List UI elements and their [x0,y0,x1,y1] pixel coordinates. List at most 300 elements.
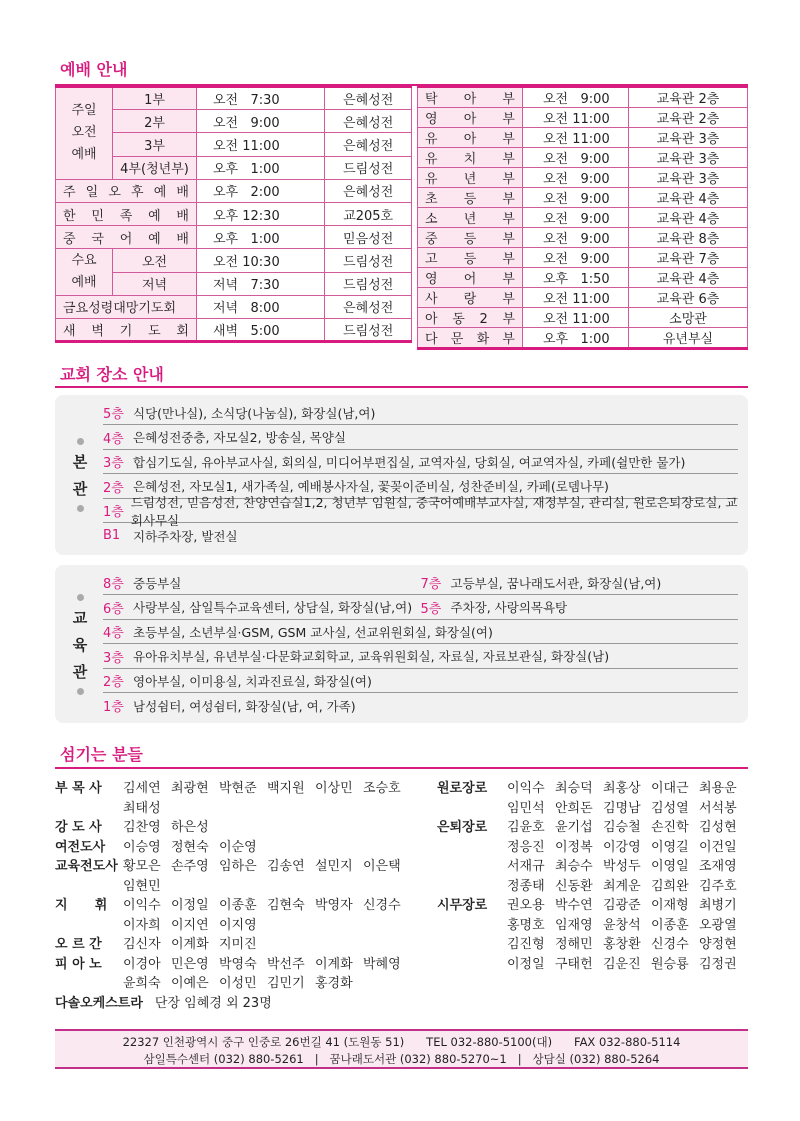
staff-role: 은퇴장로 [437,820,488,836]
department-label-text: 유 치 부 [425,152,515,167]
floor-rooms: 합심기도실, 유아부교사실, 회의실, 미디어부편집실, 교역자실, 당회실, 여교역자실, 카페(쉴만한 물가) [133,454,686,470]
service-place: 은혜성전 [325,295,412,318]
staff-name: 이영일 [651,859,689,875]
department-time: 오전 11:00 [523,128,629,148]
department-place: 교육관 6층 [629,288,748,308]
floor-rooms: 사랑부실, 삼일특수교육센터, 상담실, 화장실(남,여) [133,600,413,615]
service-time: 오전 10:30 [197,249,325,272]
table-row [418,268,748,288]
department-label-text: 고 등 부 [425,252,515,267]
floor-label: 8층 [103,577,124,592]
department-place: 교육관 7층 [629,248,748,268]
staff-name: 홍경화 [315,976,353,992]
building-label-char: 교 [72,608,88,627]
service-place: 은혜성전 [325,179,412,202]
service-time: 새벽 5:00 [197,318,325,341]
staff-name: 정종태 [507,878,545,894]
service-place: 은혜성전 [325,133,412,156]
staff-name: 임현민 [123,878,161,894]
service-label [56,318,197,341]
dot-icon [77,688,84,695]
floor-row [103,524,738,548]
staff-row [437,797,747,817]
service-place: 드림성전 [325,249,412,272]
divider [55,386,748,388]
floor-rooms: 주차장, 사랑의목욕탕 [450,600,568,615]
table-row [418,288,748,308]
staff-name: 황모은 [123,859,161,875]
department-time: 오전 9:00 [523,248,629,268]
staff-name: 권오용 [507,898,545,914]
floor-row [103,426,738,450]
department-place: 소망관 [629,308,748,328]
department-place: 교육관 8층 [629,228,748,248]
table-row [56,249,412,272]
service-time: 저녁 7:30 [197,272,325,295]
department-place: 유년부실 [629,328,748,349]
divider [55,767,748,769]
table-row [56,318,412,341]
staff-name: 김성현 [699,820,737,836]
staff-row [55,836,411,856]
floor-rooms: 중등부실 [133,575,182,591]
staff-name: 신동환 [555,878,593,894]
staff-name: 정해민 [555,937,593,953]
staff-row [55,875,411,895]
staff-name: 최태성 [123,800,161,816]
department-place: 교육관 2층 [629,108,748,128]
staff-list-right [437,777,747,972]
table-row [418,168,748,188]
building-label-char: 본 [72,453,88,471]
staff-name: 이순영 [219,839,257,855]
service-time: 오후 1:00 [197,226,325,249]
staff-row [55,855,411,875]
staff-name: 이지영 [219,917,257,933]
table-row [56,295,412,318]
service-time: 오후 12:30 [197,202,325,225]
floor-row [103,694,738,718]
staff-role: 원로장로 [437,781,488,797]
floor-label: 2층 [103,675,124,690]
staff-row [437,875,747,895]
staff-name: 김송연 [267,859,305,875]
department-time: 오후 1:00 [523,328,629,349]
department-label [418,208,523,228]
department-label [418,188,523,208]
footer-phones: 삼일특수센터 (032) 880-5261 | 꿈나래도서관 (032) 880-5270~1 | 상담실 (032) 880-5264 [143,1052,660,1066]
building-label-char: 관 [72,480,88,498]
staff-name: 임민석 [507,800,545,816]
facilities-section-title: 교회 장소 안내 [60,365,164,384]
department-label-text: 다 문 화 부 [425,332,515,347]
staff-name: 홍창환 [603,937,641,953]
staff-name: 안희돈 [555,800,593,816]
staff-role: 지 휘 [55,898,108,914]
floor-rooms: 초등부실, 소년부실·GSM, GSM 교사실, 선교위원회실, 화장실(여) [133,624,493,640]
staff-section-title: 섬기는 분들 [60,745,143,764]
staff-row [55,953,411,973]
department-label [418,288,523,308]
service-time: 오전 7:30 [197,87,325,110]
table-row [418,248,748,268]
department-label [418,308,523,328]
staff-role: 다솔오케스트라 [55,995,143,1011]
floor-rooms: 은혜성전, 자모실1, 새가족실, 예배봉사자실, 꽃꽂이준비실, 성찬준비실, 카페(로뎀나무) [133,479,609,494]
table-row [418,148,748,168]
floor-label: 3층 [103,650,124,666]
floor-rooms: 유아유치부실, 유년부실·다문화교회학교, 교육위원회실, 자료실, 자료보관실, 화장실(남) [133,649,610,664]
floor-half [103,573,421,592]
department-place: 교육관 4층 [629,208,748,228]
staff-name: 최승수 [555,859,593,875]
floor-row [103,494,738,528]
staff-name: 김세연 [123,781,161,797]
department-label [418,168,523,188]
service-place: 은혜성전 [325,110,412,133]
floor-row [103,669,738,693]
service-label [56,226,197,249]
department-place: 교육관 2층 [629,87,748,108]
service-label-text: 새 벽 기 도 회 [63,323,189,339]
floor-rooms: 남성쉼터, 여성쉼터, 화장실(남, 여, 가족) [133,698,356,714]
building-label [55,565,105,723]
staff-name: 민은영 [171,956,209,972]
department-time: 오전 9:00 [523,208,629,228]
department-place: 교육관 4층 [629,268,748,288]
department-label-text: 사 랑 부 [425,292,515,307]
staff-name: 이정복 [555,839,593,855]
staff-name: 홍명호 [507,917,545,933]
department-time: 오전 11:00 [523,308,629,328]
staff-name: 김성열 [651,800,689,816]
staff-name: 이건일 [699,839,737,855]
staff-name: 윤희숙 [123,976,161,992]
dot-icon [77,438,84,445]
staff-name: 이정일 [507,956,545,972]
staff-name: 박수연 [555,898,593,914]
staff-name: 이성민 [219,976,257,992]
staff-name: 이재형 [651,898,689,914]
staff-name: 서재규 [507,859,545,875]
staff-name: 이익수 [123,898,161,914]
department-time: 오전 11:00 [523,288,629,308]
staff-name: 백지원 [267,781,305,797]
service-sub-label: 1부 [113,87,197,110]
footer-contact [55,1029,748,1069]
staff-name: 최용운 [699,781,737,797]
staff-name: 이종훈 [219,898,257,914]
staff-name: 최병기 [699,898,737,914]
staff-name: 이종훈 [651,917,689,933]
service-place: 드림성전 [325,156,412,179]
staff-row [55,894,411,914]
staff-role: 교육전도사 [55,859,118,875]
building-label-char: 육 [72,635,88,654]
department-label [418,148,523,168]
department-label [418,128,523,148]
department-label [418,248,523,268]
staff-name: 서석봉 [699,800,737,816]
table-row [418,108,748,128]
staff-name: 이강영 [603,839,641,855]
floor-label: 5층 [103,407,124,422]
table-row [418,128,748,148]
footer-address: 22327 인천광역시 중구 인중로 26번길 41 (도원동 51) TEL 032-880-5100(대) FAX 032-880-5114 [122,1035,681,1049]
department-label [418,268,523,288]
staff-role: 시무장로 [437,898,488,914]
staff-name: 지미진 [219,937,257,953]
service-sub-label: 오전 [113,249,197,272]
floor-label: 1층 [103,505,124,520]
staff-row [437,953,747,973]
staff-name: 김정권 [699,956,737,972]
worship-table-main [55,85,412,343]
staff-name: 김운진 [603,956,641,972]
staff-name: 박영숙 [219,956,257,972]
floor-label: 2층 [103,480,124,496]
floor-rooms: 은혜성전중층, 자모실2, 방송실, 목양실 [133,430,346,445]
department-label [418,87,523,108]
service-time: 오전 9:00 [197,110,325,133]
table-row [418,87,748,108]
staff-row [55,992,411,1012]
table-row [418,188,748,208]
service-group-label: 주일 오전 예배 [56,87,113,180]
floor-rooms: 영아부실, 이미용실, 치과진료실, 화장실(여) [133,673,372,689]
staff-name: 최계운 [603,878,641,894]
staff-name: 김현숙 [267,898,305,914]
staff-name: 임하은 [219,859,257,875]
department-label-text: 탁 아 부 [425,92,515,107]
floor-label: 1층 [103,700,124,715]
education-building-box [55,565,748,723]
dot-icon [77,594,84,601]
staff-row [437,836,747,856]
department-time: 오전 11:00 [523,108,629,128]
department-time: 오전 9:00 [523,148,629,168]
service-place: 교205호 [325,202,412,225]
service-sub-label: 2부 [113,110,197,133]
worship-table-departments [417,85,748,350]
dot-icon [77,505,84,512]
department-label-text: 소 년 부 [425,212,515,227]
staff-name: 이계화 [171,937,209,953]
department-time: 오후 1:50 [523,268,629,288]
department-label-text: 초 등 부 [425,192,515,207]
service-label-text: 한 민 족 예 배 [63,208,189,224]
floor-row [103,401,738,425]
staff-name: 박혜영 [363,956,401,972]
service-place: 드림성전 [325,272,412,295]
table-row [418,328,748,349]
service-sub-label: 저녁 [113,272,197,295]
service-sub-label: 3부 [113,133,197,156]
service-time: 오전 11:00 [197,133,325,156]
service-time: 오후 2:00 [197,179,325,202]
worship-section-title: 예배 안내 [60,60,128,79]
staff-name: 박현준 [219,781,257,797]
staff-name: 김명남 [603,800,641,816]
staff-name: 김찬영 [123,820,161,836]
staff-name: 김신자 [123,937,161,953]
floor-label: 4층 [103,626,124,641]
service-label-text: 금요성령대망기도회 [63,301,177,317]
staff-name: 조승호 [363,781,401,797]
floor-row [103,450,738,474]
department-label [418,108,523,128]
staff-name: 신경수 [363,898,401,914]
staff-name: 김승철 [603,820,641,836]
staff-row [55,972,411,992]
staff-name: 손진학 [651,820,689,836]
staff-name: 오광열 [699,917,737,933]
staff-name: 조재영 [699,859,737,875]
service-group-label: 수요 예배 [56,249,113,295]
staff-name: 이은택 [363,859,401,875]
floor-rooms: 식당(만나실), 소식당(나눔실), 화장실(남,여) [133,405,376,421]
floor-label: 6층 [103,601,124,617]
department-place: 교육관 3층 [629,168,748,188]
department-time: 오전 9:00 [523,228,629,248]
staff-name: 김진형 [507,937,545,953]
staff-name: 이정일 [171,898,209,914]
department-time: 오전 9:00 [523,87,629,108]
floor-label: 7층 [420,577,442,592]
department-place: 교육관 4층 [629,188,748,208]
staff-name: 하은성 [171,820,209,836]
staff-row [437,933,747,953]
staff-row [437,855,747,875]
service-label-text: 주 일 오 후 예 배 [63,185,189,201]
staff-name: 박영자 [315,898,353,914]
service-label [56,202,197,225]
staff-name: 김주호 [699,878,737,894]
floor-half [421,598,739,617]
floor-label: 5층 [420,601,442,617]
staff-name: 설민지 [315,859,353,875]
floor-half [421,573,739,592]
staff-list-left [55,777,411,1011]
staff-name: 이승영 [123,839,161,855]
staff-name: 이예은 [171,976,209,992]
staff-name: 신경수 [651,937,689,953]
staff-name: 손주영 [171,859,209,875]
floor-row [103,645,738,669]
service-sub-label: 4부(청년부) [113,156,197,179]
floor-rooms: 지하주차장, 발전실 [133,528,238,544]
staff-name: 이계화 [315,956,353,972]
table-row [56,179,412,202]
staff-role: 오 르 간 [55,937,102,953]
staff-row [55,816,411,836]
staff-name: 김윤호 [507,820,545,836]
staff-role: 여전도사 [55,839,106,855]
staff-name: 이익수 [507,781,545,797]
department-label [418,228,523,248]
table-row [56,226,412,249]
service-place: 드림성전 [325,318,412,341]
department-label-text: 영 어 부 [425,272,515,287]
floor-row [103,620,738,644]
floor-label: B1 [103,528,121,543]
floor-label: 4층 [103,431,124,447]
staff-name: 이지연 [171,917,209,933]
staff-row [437,777,747,797]
department-time: 오전 9:00 [523,188,629,208]
department-place: 교육관 3층 [629,128,748,148]
floor-label: 3층 [103,456,124,471]
table-row [56,202,412,225]
service-time: 오후 1:00 [197,156,325,179]
staff-name: 윤기섭 [555,820,593,836]
floor-row [103,571,738,595]
staff-role: 강 도 사 [55,820,102,836]
staff-row [55,933,411,953]
department-label-text: 영 아 부 [425,112,515,127]
table-row [418,208,748,228]
staff-row [437,894,747,914]
building-label [55,395,105,555]
staff-name: 김민기 [267,976,305,992]
floor-rooms: 고등부실, 꿈나래도서관, 화장실(남,여) [450,575,662,591]
department-label [418,328,523,349]
staff-name: 원승룡 [651,956,689,972]
table-row [56,87,412,110]
table-row [418,308,748,328]
department-label-text: 유 아 부 [425,132,515,147]
floor-row [103,596,738,620]
orchestra-text: 단장 임혜경 외 23명 [154,995,272,1011]
service-place: 은혜성전 [325,87,412,110]
department-label-text: 유 년 부 [425,172,515,187]
staff-name: 박성두 [603,859,641,875]
service-label-text: 중 국 어 예 배 [63,231,189,247]
building-label-char: 관 [72,662,88,681]
service-time: 저녁 8:00 [197,295,325,318]
service-label [56,295,197,318]
service-label [56,179,197,202]
staff-row [437,914,747,934]
floor-half [103,598,421,617]
staff-name: 이상민 [315,781,353,797]
staff-name: 박선주 [267,956,305,972]
staff-name: 이경아 [123,956,161,972]
department-label-text: 중 등 부 [425,232,515,247]
staff-name: 정현숙 [171,839,209,855]
staff-role: 피 아 노 [55,956,102,972]
staff-name: 윤창석 [603,917,641,933]
staff-row [55,777,411,797]
staff-name: 정응진 [507,839,545,855]
department-label-text: 아 동 2 부 [425,312,515,327]
main-building-box [55,395,748,555]
service-place: 믿음성전 [325,226,412,249]
staff-name: 이영길 [651,839,689,855]
department-time: 오전 9:00 [523,168,629,188]
table-row [418,228,748,248]
staff-row [55,914,411,934]
staff-row [437,816,747,836]
department-place: 교육관 3층 [629,148,748,168]
staff-name: 양정현 [699,937,737,953]
staff-name: 이자희 [123,917,161,933]
staff-name: 최승덕 [555,781,593,797]
staff-name: 구태헌 [555,956,593,972]
staff-name: 김광준 [603,898,641,914]
staff-row [55,797,411,817]
staff-name: 이대근 [651,781,689,797]
